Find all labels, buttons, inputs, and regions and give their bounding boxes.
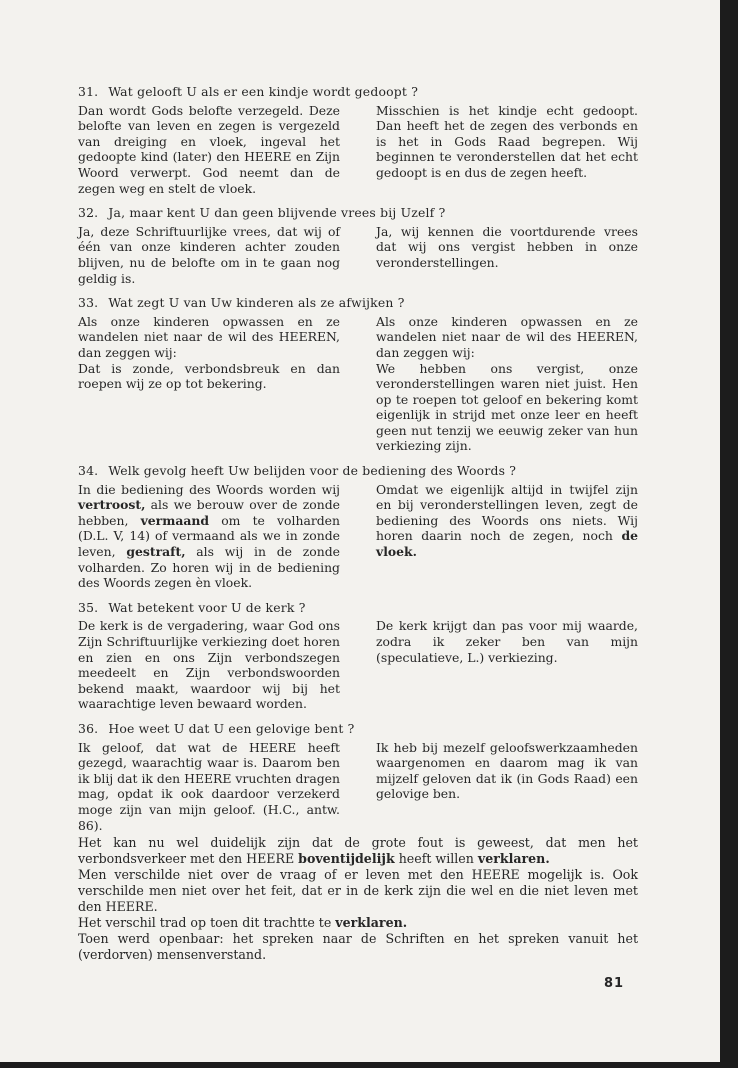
answer-left: Als onze kinderen opwassen en ze wandelen niet naar de wil des HEEREN, dan zeggen wij: Dat is zonde, verbondsbreuk en dan roepen wij ze op tot bekering. [78,313,340,392]
answer-right: Omdat we eigenlijk altijd in twijfel zijn en bij veronderstellingen leven, zegt de bediening des Woords ons niets. Wij horen daarin noch de zegen, noch de vloek. [376,481,638,560]
question-text: Wat gelooft U als er een kindje wordt gedoopt ? [108,84,419,99]
page-content [78,84,638,963]
question-text: Welk gevolg heeft Uw belijden voor de bediening des Woords ? [108,463,517,479]
question [78,84,638,100]
question-number: 36. [78,720,99,736]
section-32 [78,205,638,286]
answer-left: Dan wordt Gods belofte verzegeld. Deze belofte van leven en zegen is vergezeld van dreiging en vloek, ingeval het gedoopte kind (later) den HEERE en Zijn Woord verwerpt. God neemt dan de zegen weg en stelt de vloek. [78,102,340,196]
question-number: 33. [78,295,99,311]
section-31 [78,84,638,196]
section-35 [78,600,638,712]
question-text: Wat zegt U van Uw kinderen als ze afwijken ? [108,295,405,311]
scan-edge-bottom [0,1062,738,1068]
answer-right: De kerk krijgt dan pas voor mij waarde, zodra ik zeker ben van mijn (speculatieve, L.) verkiezing. [376,618,638,665]
question-text: Wat betekent voor U de kerk ? [108,599,306,615]
closing-paragraph-1: Het kan nu wel duidelijk zijn dat de grote fout is geweest, dat men het verbondsverkeer met den HEERE boventijdelijk heeft willen verklaren. [78,835,638,867]
question-number: 34. [78,463,99,479]
question [78,600,638,616]
question [78,721,638,737]
answer-right: Ik heb bij mezelf geloofswerkzaamheden waargenomen en daarom mag ik van mijzelf geloven dat ik (in Gods Raad) een gelovige ben. [376,739,638,802]
question-text: Hoe weet U dat U een gelovige bent ? [108,720,355,736]
page-number: 81 [604,976,625,991]
closing-paragraph-3: Het verschil trad op toen dit trachtte te verklaren. [78,915,408,931]
closing-text [78,835,638,963]
question-number: 35. [78,599,99,615]
answer-left: In die bediening des Woords worden wij vertroost, als we berouw over de zonde hebben, vermaand om te volharden (D.L. V, 14) of vermaand als we in zonde leven, gestraft, als wij in de zonde volharden. Zo horen wij in de bediening des Woords zegen èn vloek. [78,481,340,591]
closing-paragraph-2: Men verschilde niet over de vraag of er leven met den HEERE mogelijk is. Ook verschilde men niet over het feit, dat er in de kerk zijn die wel en die niet leven met den HEERE. [78,867,638,915]
question [78,295,638,311]
answer-left: Ja, deze Schriftuurlijke vrees, dat wij of één van onze kinderen achter zouden blijven, nu de belofte om in te gaan nog geldig is. [78,223,340,286]
answer-right: Misschien is het kindje echt gedoopt. Dan heeft het de zegen des verbonds en is het in Gods Raad begrepen. Wij beginnen te veronderstellen dat het echt gedoopt is en dus de zegen heeft. [376,102,638,180]
question [78,205,638,221]
section-36 [78,721,638,833]
question [78,463,638,479]
section-33 [78,295,638,454]
question-number: 32. [78,205,99,221]
answer-left: De kerk is de vergadering, waar God ons Zijn Schriftuurlijke verkiezing doet horen en zien en ons Zijn verbondszegen meedeelt en Zijn verbondswoorden bekend maakt, waardoor wij bij het waarachtige leven bewaard worden. [78,618,340,712]
scan-edge-right [720,0,738,1068]
answer-right: Als onze kinderen opwassen en ze wandelen niet naar de wil des HEEREN, dan zeggen wij: We hebben ons vergist, onze veronderstellingen waren niet juist. Hen op te roepen tot geloof en bekering komt eigenlijk in strijd met onze leer en heeft geen nut tenzij we eeuwig zeker van hun verkiezing zijn. [376,313,638,454]
answer-left: Ik geloof, dat wat de HEERE heeft gezegd, waarachtig waar is. Daarom ben ik blij dat ik den HEERE vruchten dragen mag, opdat ik ook daardoor verzekerd moge zijn van mijn geloof. (H.C., antw. 86). [78,739,340,833]
question-text: Ja, maar kent U dan geen blijvende vrees bij Uzelf ? [108,205,446,221]
closing-paragraph-4: Toen werd openbaar: het spreken naar de Schriften en het spreken vanuit het (verdorven) mensenverstand. [78,931,638,963]
question-number: 31. [78,84,99,99]
answer-right: Ja, wij kennen die voortdurende vrees dat wij ons vergist hebben in onze veronderstellingen. [376,223,638,270]
section-34 [78,463,638,591]
